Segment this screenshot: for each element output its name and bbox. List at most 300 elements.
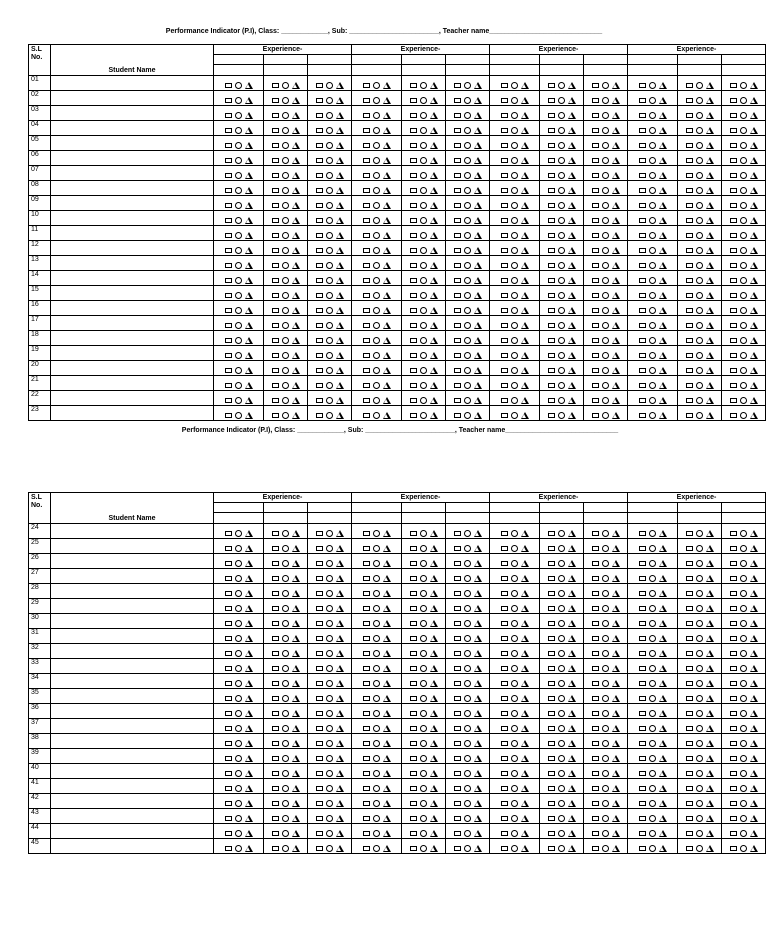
square-icon[interactable] xyxy=(225,816,232,821)
circle-icon[interactable] xyxy=(558,800,565,807)
square-icon[interactable] xyxy=(548,113,555,118)
rating-cell[interactable] xyxy=(722,376,766,391)
circle-icon[interactable] xyxy=(696,202,703,209)
triangle-icon[interactable] xyxy=(750,800,758,807)
rating-cell[interactable] xyxy=(308,151,352,166)
rating-cell[interactable] xyxy=(352,76,402,91)
rating-cell[interactable] xyxy=(722,211,766,226)
triangle-icon[interactable] xyxy=(474,605,482,612)
square-icon[interactable] xyxy=(454,113,461,118)
rating-cell[interactable] xyxy=(214,794,264,809)
circle-icon[interactable] xyxy=(373,695,380,702)
circle-icon[interactable] xyxy=(464,82,471,89)
square-icon[interactable] xyxy=(225,233,232,238)
circle-icon[interactable] xyxy=(326,695,333,702)
rating-cell[interactable] xyxy=(352,794,402,809)
subheader-cell[interactable] xyxy=(584,55,628,65)
triangle-icon[interactable] xyxy=(521,710,529,717)
circle-icon[interactable] xyxy=(235,322,242,329)
square-icon[interactable] xyxy=(454,651,461,656)
circle-icon[interactable] xyxy=(464,665,471,672)
rating-cell[interactable] xyxy=(584,121,628,136)
square-icon[interactable] xyxy=(410,278,417,283)
square-icon[interactable] xyxy=(686,741,693,746)
triangle-icon[interactable] xyxy=(245,262,253,269)
rating-cell[interactable] xyxy=(678,584,722,599)
rating-cell[interactable] xyxy=(490,331,540,346)
subheader-cell[interactable] xyxy=(490,503,540,513)
square-icon[interactable] xyxy=(592,831,599,836)
triangle-icon[interactable] xyxy=(336,830,344,837)
triangle-icon[interactable] xyxy=(750,575,758,582)
rating-cell[interactable] xyxy=(584,599,628,614)
rating-cell[interactable] xyxy=(308,211,352,226)
circle-icon[interactable] xyxy=(649,725,656,732)
square-icon[interactable] xyxy=(410,576,417,581)
square-icon[interactable] xyxy=(316,143,323,148)
square-icon[interactable] xyxy=(686,531,693,536)
triangle-icon[interactable] xyxy=(430,112,438,119)
rating-cell[interactable] xyxy=(584,316,628,331)
circle-icon[interactable] xyxy=(649,262,656,269)
student-name-cell[interactable] xyxy=(51,241,214,256)
rating-cell[interactable] xyxy=(446,301,490,316)
triangle-icon[interactable] xyxy=(706,367,714,374)
triangle-icon[interactable] xyxy=(474,845,482,852)
circle-icon[interactable] xyxy=(464,740,471,747)
circle-icon[interactable] xyxy=(373,382,380,389)
rating-cell[interactable] xyxy=(214,644,264,659)
square-icon[interactable] xyxy=(501,203,508,208)
rating-cell[interactable] xyxy=(446,316,490,331)
square-icon[interactable] xyxy=(592,786,599,791)
rating-cell[interactable] xyxy=(540,734,584,749)
triangle-icon[interactable] xyxy=(383,232,391,239)
subheader-cell[interactable] xyxy=(722,55,766,65)
circle-icon[interactable] xyxy=(602,815,609,822)
rating-cell[interactable] xyxy=(722,689,766,704)
triangle-icon[interactable] xyxy=(430,545,438,552)
student-name-cell[interactable] xyxy=(51,406,214,421)
student-name-cell[interactable] xyxy=(51,824,214,839)
rating-cell[interactable] xyxy=(722,644,766,659)
circle-icon[interactable] xyxy=(282,710,289,717)
rating-cell[interactable] xyxy=(678,196,722,211)
circle-icon[interactable] xyxy=(464,560,471,567)
rating-cell[interactable] xyxy=(678,106,722,121)
triangle-icon[interactable] xyxy=(292,830,300,837)
rating-cell[interactable] xyxy=(214,331,264,346)
rating-cell[interactable] xyxy=(540,256,584,271)
square-icon[interactable] xyxy=(363,113,370,118)
triangle-icon[interactable] xyxy=(568,337,576,344)
triangle-icon[interactable] xyxy=(750,530,758,537)
rating-cell[interactable] xyxy=(214,749,264,764)
rating-cell[interactable] xyxy=(540,659,584,674)
square-icon[interactable] xyxy=(730,278,737,283)
circle-icon[interactable] xyxy=(373,157,380,164)
rating-cell[interactable] xyxy=(540,839,584,854)
circle-icon[interactable] xyxy=(602,82,609,89)
rating-cell[interactable] xyxy=(352,391,402,406)
square-icon[interactable] xyxy=(410,561,417,566)
triangle-icon[interactable] xyxy=(292,187,300,194)
circle-icon[interactable] xyxy=(602,545,609,552)
rating-cell[interactable] xyxy=(490,539,540,554)
rating-cell[interactable] xyxy=(678,539,722,554)
square-icon[interactable] xyxy=(592,263,599,268)
square-icon[interactable] xyxy=(730,173,737,178)
square-icon[interactable] xyxy=(316,531,323,536)
subheader-cell[interactable] xyxy=(446,55,490,65)
triangle-icon[interactable] xyxy=(706,755,714,762)
triangle-icon[interactable] xyxy=(568,785,576,792)
circle-icon[interactable] xyxy=(235,830,242,837)
square-icon[interactable] xyxy=(454,143,461,148)
triangle-icon[interactable] xyxy=(474,157,482,164)
square-icon[interactable] xyxy=(501,756,508,761)
square-icon[interactable] xyxy=(363,338,370,343)
square-icon[interactable] xyxy=(225,741,232,746)
circle-icon[interactable] xyxy=(326,755,333,762)
rating-cell[interactable] xyxy=(628,91,678,106)
rating-cell[interactable] xyxy=(214,629,264,644)
square-icon[interactable] xyxy=(501,606,508,611)
circle-icon[interactable] xyxy=(282,127,289,134)
rating-cell[interactable] xyxy=(446,286,490,301)
triangle-icon[interactable] xyxy=(474,590,482,597)
triangle-icon[interactable] xyxy=(706,680,714,687)
circle-icon[interactable] xyxy=(420,322,427,329)
circle-icon[interactable] xyxy=(326,247,333,254)
rating-cell[interactable] xyxy=(264,629,308,644)
triangle-icon[interactable] xyxy=(706,725,714,732)
rating-cell[interactable] xyxy=(490,151,540,166)
rating-cell[interactable] xyxy=(722,554,766,569)
circle-icon[interactable] xyxy=(373,322,380,329)
rating-cell[interactable] xyxy=(446,569,490,584)
circle-icon[interactable] xyxy=(696,635,703,642)
rating-cell[interactable] xyxy=(722,76,766,91)
circle-icon[interactable] xyxy=(740,800,747,807)
triangle-icon[interactable] xyxy=(383,307,391,314)
triangle-icon[interactable] xyxy=(430,262,438,269)
rating-cell[interactable] xyxy=(584,391,628,406)
rating-cell[interactable] xyxy=(628,689,678,704)
subheader-cell[interactable] xyxy=(352,65,402,76)
square-icon[interactable] xyxy=(730,233,737,238)
rating-cell[interactable] xyxy=(722,91,766,106)
triangle-icon[interactable] xyxy=(750,217,758,224)
triangle-icon[interactable] xyxy=(659,352,667,359)
student-name-cell[interactable] xyxy=(51,674,214,689)
square-icon[interactable] xyxy=(592,218,599,223)
square-icon[interactable] xyxy=(548,233,555,238)
square-icon[interactable] xyxy=(410,711,417,716)
triangle-icon[interactable] xyxy=(336,530,344,537)
square-icon[interactable] xyxy=(548,741,555,746)
square-icon[interactable] xyxy=(225,726,232,731)
triangle-icon[interactable] xyxy=(430,217,438,224)
triangle-icon[interactable] xyxy=(568,307,576,314)
triangle-icon[interactable] xyxy=(336,397,344,404)
triangle-icon[interactable] xyxy=(521,157,529,164)
circle-icon[interactable] xyxy=(235,217,242,224)
triangle-icon[interactable] xyxy=(521,277,529,284)
rating-cell[interactable] xyxy=(352,659,402,674)
square-icon[interactable] xyxy=(225,756,232,761)
square-icon[interactable] xyxy=(410,218,417,223)
triangle-icon[interactable] xyxy=(568,575,576,582)
triangle-icon[interactable] xyxy=(612,337,620,344)
square-icon[interactable] xyxy=(639,756,646,761)
triangle-icon[interactable] xyxy=(430,277,438,284)
subheader-cell[interactable] xyxy=(264,513,308,524)
rating-cell[interactable] xyxy=(540,181,584,196)
circle-icon[interactable] xyxy=(464,202,471,209)
rating-cell[interactable] xyxy=(264,539,308,554)
rating-cell[interactable] xyxy=(722,749,766,764)
circle-icon[interactable] xyxy=(558,337,565,344)
rating-cell[interactable] xyxy=(352,211,402,226)
triangle-icon[interactable] xyxy=(383,605,391,612)
circle-icon[interactable] xyxy=(602,530,609,537)
square-icon[interactable] xyxy=(686,308,693,313)
rating-cell[interactable] xyxy=(540,346,584,361)
circle-icon[interactable] xyxy=(420,217,427,224)
rating-cell[interactable] xyxy=(628,554,678,569)
circle-icon[interactable] xyxy=(326,830,333,837)
square-icon[interactable] xyxy=(316,173,323,178)
rating-cell[interactable] xyxy=(678,839,722,854)
circle-icon[interactable] xyxy=(511,172,518,179)
rating-cell[interactable] xyxy=(540,719,584,734)
triangle-icon[interactable] xyxy=(336,172,344,179)
rating-cell[interactable] xyxy=(446,331,490,346)
circle-icon[interactable] xyxy=(235,187,242,194)
circle-icon[interactable] xyxy=(696,620,703,627)
square-icon[interactable] xyxy=(272,293,279,298)
rating-cell[interactable] xyxy=(214,316,264,331)
square-icon[interactable] xyxy=(316,308,323,313)
square-icon[interactable] xyxy=(686,368,693,373)
rating-cell[interactable] xyxy=(722,824,766,839)
square-icon[interactable] xyxy=(225,368,232,373)
square-icon[interactable] xyxy=(501,173,508,178)
triangle-icon[interactable] xyxy=(521,620,529,627)
square-icon[interactable] xyxy=(410,801,417,806)
circle-icon[interactable] xyxy=(420,635,427,642)
rating-cell[interactable] xyxy=(722,599,766,614)
circle-icon[interactable] xyxy=(511,635,518,642)
rating-cell[interactable] xyxy=(446,704,490,719)
rating-cell[interactable] xyxy=(264,91,308,106)
triangle-icon[interactable] xyxy=(568,650,576,657)
square-icon[interactable] xyxy=(316,353,323,358)
square-icon[interactable] xyxy=(316,263,323,268)
square-icon[interactable] xyxy=(592,606,599,611)
circle-icon[interactable] xyxy=(282,247,289,254)
triangle-icon[interactable] xyxy=(245,680,253,687)
circle-icon[interactable] xyxy=(373,620,380,627)
rating-cell[interactable] xyxy=(584,764,628,779)
square-icon[interactable] xyxy=(272,218,279,223)
circle-icon[interactable] xyxy=(602,412,609,419)
circle-icon[interactable] xyxy=(420,590,427,597)
rating-cell[interactable] xyxy=(308,584,352,599)
rating-cell[interactable] xyxy=(678,91,722,106)
square-icon[interactable] xyxy=(225,846,232,851)
triangle-icon[interactable] xyxy=(430,172,438,179)
square-icon[interactable] xyxy=(272,576,279,581)
square-icon[interactable] xyxy=(501,353,508,358)
triangle-icon[interactable] xyxy=(659,845,667,852)
circle-icon[interactable] xyxy=(740,605,747,612)
triangle-icon[interactable] xyxy=(521,247,529,254)
subheader-cell[interactable] xyxy=(352,513,402,524)
triangle-icon[interactable] xyxy=(659,97,667,104)
square-icon[interactable] xyxy=(272,278,279,283)
rating-cell[interactable] xyxy=(446,689,490,704)
triangle-icon[interactable] xyxy=(383,172,391,179)
square-icon[interactable] xyxy=(272,846,279,851)
circle-icon[interactable] xyxy=(282,382,289,389)
rating-cell[interactable] xyxy=(402,554,446,569)
rating-cell[interactable] xyxy=(490,271,540,286)
triangle-icon[interactable] xyxy=(245,770,253,777)
circle-icon[interactable] xyxy=(740,382,747,389)
circle-icon[interactable] xyxy=(511,755,518,762)
circle-icon[interactable] xyxy=(464,352,471,359)
square-icon[interactable] xyxy=(363,143,370,148)
rating-cell[interactable] xyxy=(490,674,540,689)
square-icon[interactable] xyxy=(410,308,417,313)
rating-cell[interactable] xyxy=(584,196,628,211)
subheader-cell[interactable] xyxy=(308,513,352,524)
circle-icon[interactable] xyxy=(511,620,518,627)
triangle-icon[interactable] xyxy=(612,830,620,837)
triangle-icon[interactable] xyxy=(383,665,391,672)
triangle-icon[interactable] xyxy=(336,217,344,224)
square-icon[interactable] xyxy=(363,786,370,791)
circle-icon[interactable] xyxy=(558,695,565,702)
rating-cell[interactable] xyxy=(264,316,308,331)
square-icon[interactable] xyxy=(225,561,232,566)
square-icon[interactable] xyxy=(592,846,599,851)
rating-cell[interactable] xyxy=(540,689,584,704)
rating-cell[interactable] xyxy=(540,151,584,166)
square-icon[interactable] xyxy=(501,278,508,283)
triangle-icon[interactable] xyxy=(245,277,253,284)
square-icon[interactable] xyxy=(316,786,323,791)
triangle-icon[interactable] xyxy=(292,127,300,134)
rating-cell[interactable] xyxy=(214,839,264,854)
circle-icon[interactable] xyxy=(558,202,565,209)
square-icon[interactable] xyxy=(225,278,232,283)
rating-cell[interactable] xyxy=(628,181,678,196)
circle-icon[interactable] xyxy=(740,397,747,404)
triangle-icon[interactable] xyxy=(245,337,253,344)
rating-cell[interactable] xyxy=(678,614,722,629)
square-icon[interactable] xyxy=(410,666,417,671)
square-icon[interactable] xyxy=(592,636,599,641)
circle-icon[interactable] xyxy=(326,800,333,807)
triangle-icon[interactable] xyxy=(521,590,529,597)
square-icon[interactable] xyxy=(501,636,508,641)
rating-cell[interactable] xyxy=(352,584,402,599)
triangle-icon[interactable] xyxy=(474,142,482,149)
circle-icon[interactable] xyxy=(740,172,747,179)
triangle-icon[interactable] xyxy=(336,710,344,717)
circle-icon[interactable] xyxy=(511,202,518,209)
circle-icon[interactable] xyxy=(420,277,427,284)
subheader-cell[interactable] xyxy=(490,65,540,76)
square-icon[interactable] xyxy=(686,651,693,656)
triangle-icon[interactable] xyxy=(612,397,620,404)
rating-cell[interactable] xyxy=(352,689,402,704)
circle-icon[interactable] xyxy=(696,605,703,612)
square-icon[interactable] xyxy=(592,353,599,358)
triangle-icon[interactable] xyxy=(383,710,391,717)
rating-cell[interactable] xyxy=(402,316,446,331)
rating-cell[interactable] xyxy=(352,719,402,734)
triangle-icon[interactable] xyxy=(245,755,253,762)
triangle-icon[interactable] xyxy=(612,590,620,597)
triangle-icon[interactable] xyxy=(659,277,667,284)
triangle-icon[interactable] xyxy=(245,397,253,404)
square-icon[interactable] xyxy=(548,353,555,358)
subheader-cell[interactable] xyxy=(678,513,722,524)
circle-icon[interactable] xyxy=(649,635,656,642)
triangle-icon[interactable] xyxy=(292,352,300,359)
circle-icon[interactable] xyxy=(326,590,333,597)
triangle-icon[interactable] xyxy=(430,665,438,672)
rating-cell[interactable] xyxy=(402,749,446,764)
triangle-icon[interactable] xyxy=(568,725,576,732)
rating-cell[interactable] xyxy=(402,181,446,196)
triangle-icon[interactable] xyxy=(336,142,344,149)
circle-icon[interactable] xyxy=(511,650,518,657)
triangle-icon[interactable] xyxy=(336,367,344,374)
square-icon[interactable] xyxy=(225,323,232,328)
circle-icon[interactable] xyxy=(420,545,427,552)
rating-cell[interactable] xyxy=(264,76,308,91)
square-icon[interactable] xyxy=(730,846,737,851)
triangle-icon[interactable] xyxy=(474,815,482,822)
square-icon[interactable] xyxy=(363,606,370,611)
circle-icon[interactable] xyxy=(373,665,380,672)
triangle-icon[interactable] xyxy=(521,830,529,837)
triangle-icon[interactable] xyxy=(245,232,253,239)
rating-cell[interactable] xyxy=(678,524,722,539)
rating-cell[interactable] xyxy=(308,361,352,376)
triangle-icon[interactable] xyxy=(612,635,620,642)
square-icon[interactable] xyxy=(316,816,323,821)
square-icon[interactable] xyxy=(225,188,232,193)
triangle-icon[interactable] xyxy=(430,187,438,194)
circle-icon[interactable] xyxy=(511,680,518,687)
circle-icon[interactable] xyxy=(511,545,518,552)
triangle-icon[interactable] xyxy=(245,157,253,164)
rating-cell[interactable] xyxy=(446,539,490,554)
triangle-icon[interactable] xyxy=(383,635,391,642)
circle-icon[interactable] xyxy=(696,845,703,852)
triangle-icon[interactable] xyxy=(521,605,529,612)
circle-icon[interactable] xyxy=(558,575,565,582)
rating-cell[interactable] xyxy=(264,764,308,779)
circle-icon[interactable] xyxy=(740,277,747,284)
square-icon[interactable] xyxy=(639,383,646,388)
